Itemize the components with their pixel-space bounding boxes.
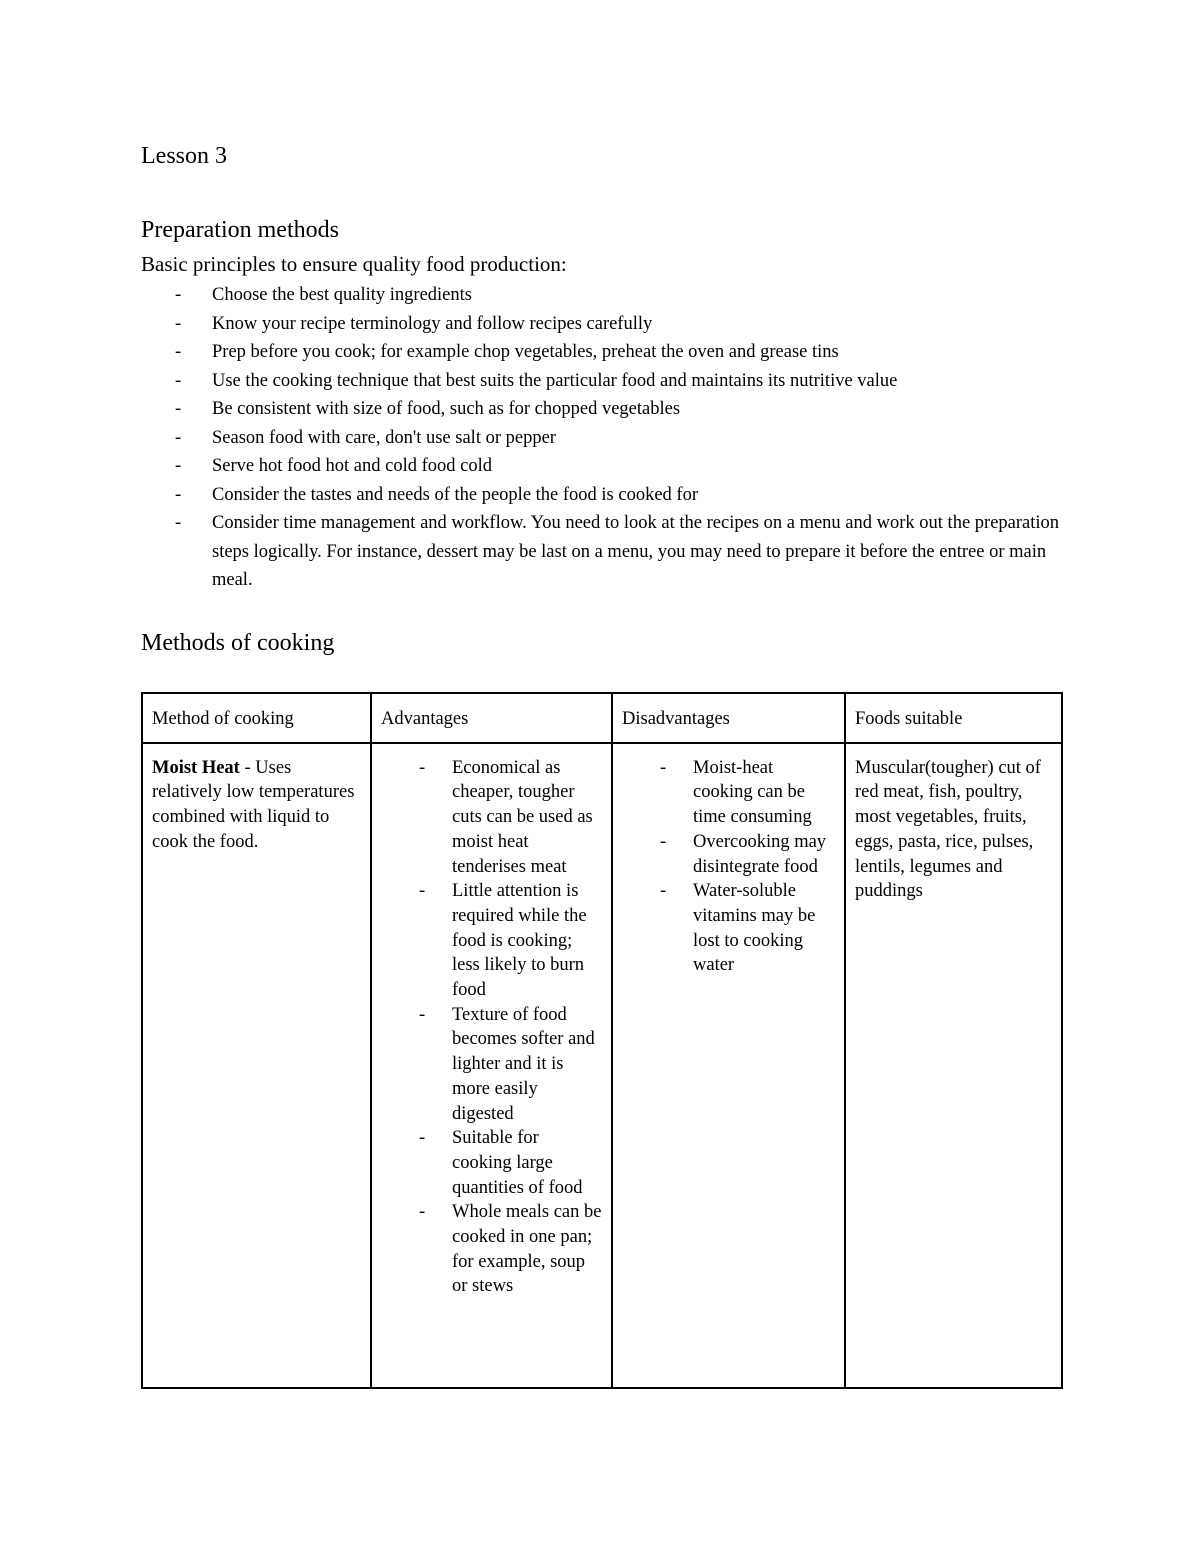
list-item-text: Little attention is required while the food is cooking; less likely to burn food	[452, 881, 587, 1001]
bullet-dash: -	[419, 881, 426, 902]
list-item	[622, 830, 835, 879]
foods-suitable-cell: Muscular(tougher) cut of red meat, fish, poultry, most vegetables, fruits, eggs, pasta, rice, pulses, lentils, legumes and puddings	[845, 743, 1062, 1388]
list-item-text: Moist-heat cooking can be time consuming	[693, 757, 812, 828]
list-item-text: Water-soluble vitamins may be lost to cooking water	[693, 881, 816, 976]
principles-list	[141, 281, 1061, 595]
advantages-cell	[371, 743, 612, 1388]
advantages-list	[381, 756, 602, 1299]
list-item-text: Choose the best quality ingredients	[212, 285, 472, 305]
list-item	[141, 338, 1062, 367]
list-item	[381, 1200, 602, 1299]
list-item-text: Prep before you cook; for example chop vegetables, preheat the oven and grease tins	[212, 342, 839, 362]
disadvantages-cell	[612, 743, 845, 1388]
list-item-text: Use the cooking technique that best suits the particular food and maintains its nutritive value	[212, 370, 898, 391]
list-item	[141, 452, 1062, 481]
header-foods-suitable: Foods suitable	[845, 693, 1062, 743]
list-item-text: Texture of food becomes softer and lighter and it is more easily digested	[452, 1004, 595, 1124]
bullet-dash: -	[660, 831, 667, 852]
list-item-text: Season food with care, don't use salt or pepper	[212, 427, 556, 448]
list-item	[622, 879, 835, 978]
list-item	[381, 756, 602, 880]
list-item-text: Economical as cheaper, tougher cuts can be used as moist heat tenderises meat	[452, 757, 593, 877]
list-item	[381, 1126, 602, 1200]
methods-heading: Methods of cooking	[141, 630, 335, 656]
bullet-dash: -	[660, 757, 667, 778]
header-disadvantages: Disadvantages	[612, 693, 845, 743]
bullet-dash: -	[175, 399, 182, 419]
list-item	[141, 509, 1062, 595]
list-item-text: Know your recipe terminology and follow recipes carefully	[212, 313, 653, 334]
disadvantages-list	[622, 756, 835, 978]
preparation-intro: Basic principles to ensure quality food production:	[141, 252, 567, 276]
bullet-dash: -	[175, 456, 182, 476]
lesson-title: Lesson 3	[141, 143, 227, 169]
bullet-dash: -	[175, 370, 182, 391]
method-name: Moist Heat	[152, 757, 240, 778]
bullet-dash: -	[175, 484, 182, 505]
list-item	[141, 481, 1062, 510]
bullet-dash: -	[419, 757, 426, 778]
list-item	[141, 281, 1062, 310]
list-item-text: Suitable for cooking large quantities of food	[452, 1128, 583, 1198]
method-cell	[142, 743, 371, 1388]
list-item	[141, 395, 1062, 424]
bullet-dash: -	[175, 427, 182, 448]
bullet-dash: -	[419, 1128, 426, 1149]
table-header-row	[142, 693, 1062, 743]
bullet-dash: -	[175, 513, 182, 533]
list-item	[381, 879, 602, 1003]
bullet-dash: -	[660, 881, 667, 902]
list-item-text: Consider the tastes and needs of the people the food is cooked for	[212, 484, 699, 505]
table-row	[142, 743, 1062, 1388]
bullet-dash: -	[175, 342, 182, 362]
header-advantages: Advantages	[371, 693, 612, 743]
bullet-dash: -	[419, 1004, 426, 1025]
list-item	[381, 1003, 602, 1127]
cooking-methods-table	[141, 692, 1063, 1389]
bullet-dash: -	[419, 1202, 426, 1223]
bullet-dash: -	[175, 285, 182, 305]
list-item-text: Consider time management and workflow. You need to look at the recipes on a menu and work out the preparation steps logically. For instance, dessert may be last on a menu, you may need to prepare it before the entree or main meal.	[212, 513, 1060, 590]
preparation-heading: Preparation methods	[141, 217, 339, 243]
list-item-text: Serve hot food hot and cold food cold	[212, 456, 493, 476]
list-item	[141, 424, 1062, 453]
method-description: - Uses relatively low temperatures combined with liquid to cook the food.	[152, 757, 355, 852]
list-item-text: Overcooking may disintegrate food	[693, 831, 827, 877]
bullet-dash: -	[175, 313, 182, 334]
list-item	[141, 310, 1062, 339]
header-method: Method of cooking	[142, 693, 371, 743]
list-item	[141, 367, 1062, 396]
list-item-text: Be consistent with size of food, such as for chopped vegetables	[212, 399, 681, 419]
list-item	[622, 756, 835, 830]
list-item-text: Whole meals can be cooked in one pan; for example, soup or stews	[452, 1202, 602, 1297]
